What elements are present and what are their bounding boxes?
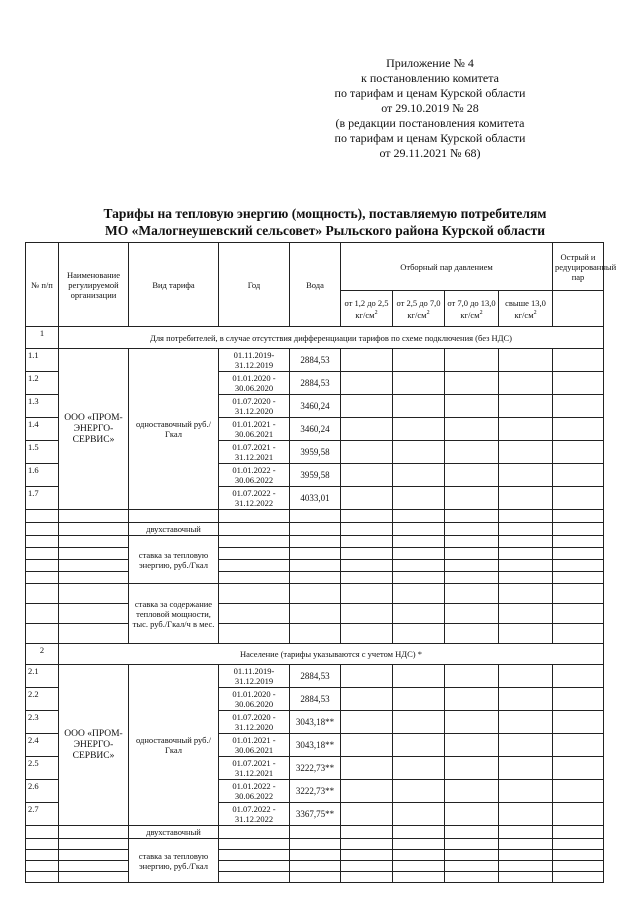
row-num: 2.5	[26, 757, 59, 780]
row-period: 01.01.2020 - 30.06.2020	[219, 688, 290, 711]
header-line: от 29.11.2021 № 68)	[379, 146, 481, 160]
row-period: 01.01.2021 - 30.06.2021	[219, 734, 290, 757]
row-num: 1.2	[26, 372, 59, 395]
row-period: 01.07.2021 - 31.12.2021	[219, 441, 290, 464]
row-period: 01.07.2020 - 31.12.2020	[219, 395, 290, 418]
header-pressure-3: от 7,0 до 13,0 $кг/см^2$	[445, 291, 499, 327]
header-line: по тарифам и ценам Курской области	[334, 86, 526, 100]
row-num: 1.1	[26, 349, 59, 372]
row-water: 3460,24	[290, 395, 341, 418]
header-year: Год	[219, 243, 290, 327]
row-period: 01.11.2019-31.12.2019	[219, 349, 290, 372]
row-num: 2.4	[26, 734, 59, 757]
section-2-num: 2	[26, 644, 59, 665]
row-period: 01.07.2021 - 31.12.2021	[219, 757, 290, 780]
row-water: 3043,18**	[290, 734, 341, 757]
row-period: 01.01.2022 - 30.06.2022	[219, 780, 290, 803]
header-line: по тарифам и ценам Курской области	[334, 131, 526, 145]
section-2-two-part: двухставочный	[129, 826, 219, 839]
row-water: 3959,58	[290, 441, 341, 464]
row-period: 01.11.2019-31.12.2019	[219, 665, 290, 688]
row-num: 1.4	[26, 418, 59, 441]
section-2-title: Население (тарифы указываются с учетом НДС) *	[59, 644, 604, 665]
section-1-two-part: двухставочный	[129, 523, 219, 536]
row-num: 2.6	[26, 780, 59, 803]
row-num: 2.7	[26, 803, 59, 826]
header-line: от 29.10.2019 № 28	[381, 101, 479, 115]
document-title	[60, 205, 590, 239]
header-empty-cell	[553, 291, 604, 327]
header-sharp-steam: Острый и редуцированный пар	[553, 243, 604, 291]
header-pressure-2: от 2,5 до 7,0 $кг/см^2$	[393, 291, 445, 327]
section-2-rate-type: одноставочный руб./Гкал	[129, 665, 219, 826]
appendix-header	[300, 56, 560, 161]
row-period: 01.01.2021 - 30.06.2021	[219, 418, 290, 441]
tariffs-table	[25, 242, 617, 883]
row-num: 1.6	[26, 464, 59, 487]
row-water: 3959,58	[290, 464, 341, 487]
section-1-org: ООО «ПРОМ-ЭНЕРГО-СЕРВИС»	[59, 349, 129, 510]
header-line: Приложение № 4	[386, 56, 474, 70]
row-water: 4033,01	[290, 487, 341, 510]
row-period: 01.07.2022 - 31.12.2022	[219, 803, 290, 826]
row-period: 01.01.2020 - 30.06.2020	[219, 372, 290, 395]
row-period: 01.07.2022 - 31.12.2022	[219, 487, 290, 510]
section-1-capacity-rate: ставка за содержание тепловой мощности, тыс. руб./Гкал/ч в мес.	[129, 584, 219, 644]
row-num: 2.2	[26, 688, 59, 711]
row-water: 3222,73**	[290, 757, 341, 780]
header-pressure-1: от 1,2 до 2,5 $кг/см^2$	[341, 291, 393, 327]
section-2-energy-rate: ставка за тепловую энергию, руб./Гкал	[129, 839, 219, 883]
row-water: 3043,18**	[290, 711, 341, 734]
section-1-num: 1	[26, 327, 59, 349]
row-num: 1.7	[26, 487, 59, 510]
row-num: 2.1	[26, 665, 59, 688]
row-water: 2884,53	[290, 665, 341, 688]
row-water: 2884,53	[290, 372, 341, 395]
section-1-rate-type: одноставочный руб./Гкал	[129, 349, 219, 510]
header-steam: Отборный пар давлением	[341, 243, 553, 291]
header-org: Наименование регулируемой организации	[59, 243, 129, 327]
row-num: 2.3	[26, 711, 59, 734]
section-1-title: Для потребителей, в случае отсутствия дифференциации тарифов по схеме подключения (без НДС)	[59, 327, 604, 349]
title-line-2: МО «Малогнеушевский сельсовет» Рыльского района Курской области	[104, 223, 545, 238]
title-line-1: Тарифы на тепловую энергию (мощность), поставляемую потребителям	[103, 206, 547, 221]
row-water: 3222,73**	[290, 780, 341, 803]
section-2-org: ООО «ПРОМ-ЭНЕРГО-СЕРВИС»	[59, 665, 129, 826]
header-line: (в редакции постановления комитета	[335, 116, 525, 130]
row-num: 1.5	[26, 441, 59, 464]
row-period: 01.01.2022 - 30.06.2022	[219, 464, 290, 487]
row-water: 2884,53	[290, 349, 341, 372]
section-1-energy-rate: ставка за тепловую энергию, руб./Гкал	[129, 536, 219, 584]
row-water: 2884,53	[290, 688, 341, 711]
row-period: 01.07.2020 - 31.12.2020	[219, 711, 290, 734]
header-line: к постановлению комитета	[361, 71, 499, 85]
row-water: 3460,24	[290, 418, 341, 441]
header-pressure-4: свыше 13,0 $кг/см^2$	[499, 291, 553, 327]
row-num: 1.3	[26, 395, 59, 418]
row-water: 3367,75**	[290, 803, 341, 826]
header-num: № п/п	[26, 243, 59, 327]
header-water: Вода	[290, 243, 341, 327]
header-type: Вид тарифа	[129, 243, 219, 327]
